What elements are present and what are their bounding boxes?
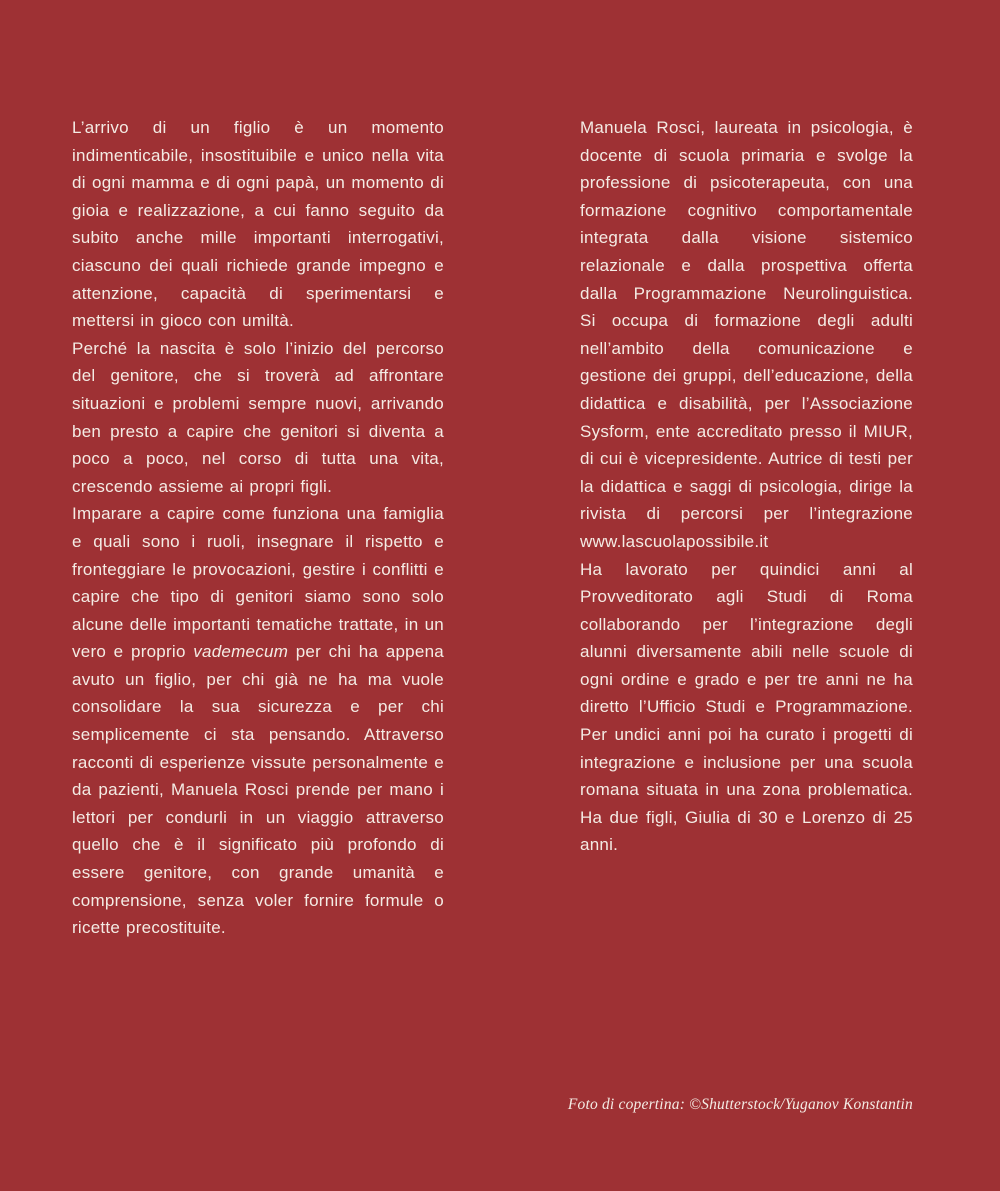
synopsis-paragraph-2: Perché la nascita è solo l’inizio del percorso del genitore, che si troverà ad affrontare situazioni e problemi sempre nuovi, arrivando ben presto a capire che genitori si diventa a poco a poco, nel corso di tutta una vita, crescendo assieme ai propri figli. <box>72 338 444 496</box>
text-segment: per chi ha appena avuto un figlio, per chi già ne ha ma vuole consolidare la sua sicurezza e per chi semplicemente ci sta pensando. Attraverso racconti di esperienze vissute personalmente e da pazienti, Manuela Rosci prende per mano i lettori per condurli in un viaggio attraverso quello che è il significato più profondo di essere genitore, con grande umanità e comprensione, senza voler fornire formule o ricette precostituite. <box>72 642 444 938</box>
synopsis-paragraph-3 <box>72 500 444 942</box>
text-segment: Imparare a capire come funziona una famiglia e quali sono i ruoli, insegnare il rispetto e fronteggiare le provocazioni, gestire i conflitti e capire che tipo di genitori siamo sono solo alcune delle importanti tematiche trattate, in un vero e proprio <box>72 504 444 662</box>
photo-credit: Foto di copertina: ©Shutterstock/Yuganov Konstantin <box>567 1096 913 1113</box>
italic-text-segment: vademecum <box>193 642 289 662</box>
synopsis-paragraph-1: L’arrivo di un figlio è un momento indimenticabile, insostituibile e unico nella vita di ogni mamma e di ogni papà, un momento di gioia e realizzazione, a cui fanno seguito da subito anche mille importanti interrogativi, ciascuno dei quali richiede grande impegno e attenzione, capacità di sperimentarsi e mettersi in gioco con umiltà. <box>72 118 444 331</box>
author-bio-paragraph-2: Ha lavorato per quindici anni al Provveditorato agli Studi di Roma collaborando per l’integrazione degli alunni diversamente abili nelle scuole di ogni ordine e grado e per tre anni ne ha diretto l’Ufficio Studi e Programmazione. Per undici anni poi ha curato i progetti di integrazione e inclusione per una scuola romana situata in una zona problematica. Ha due figli, Giulia di 30 e Lorenzo di 25 anni. <box>580 559 913 855</box>
author-bio-column <box>580 114 913 859</box>
synopsis-column <box>72 114 444 942</box>
author-bio-paragraph-1: Manuela Rosci, laureata in psicologia, è docente di scuola primaria e svolge la professione di psicoterapeuta, con una formazione cognitivo comportamentale integrata dalla visione sistemico relazionale e dalla prospettiva offerta dalla Programmazione Neurolinguistica. Si occupa di formazione degli adulti nell’ambito della comunicazione e gestione dei gruppi, dell’educazione, della didattica e disabilità, per l’Associazione Sysform, ente accreditato presso il MIUR, di cui è vicepresidente. Autrice di testi per la didattica e saggi di psicologia, dirige la rivista di percorsi per l’integrazione www.lascuolapossibile.it <box>580 118 913 551</box>
